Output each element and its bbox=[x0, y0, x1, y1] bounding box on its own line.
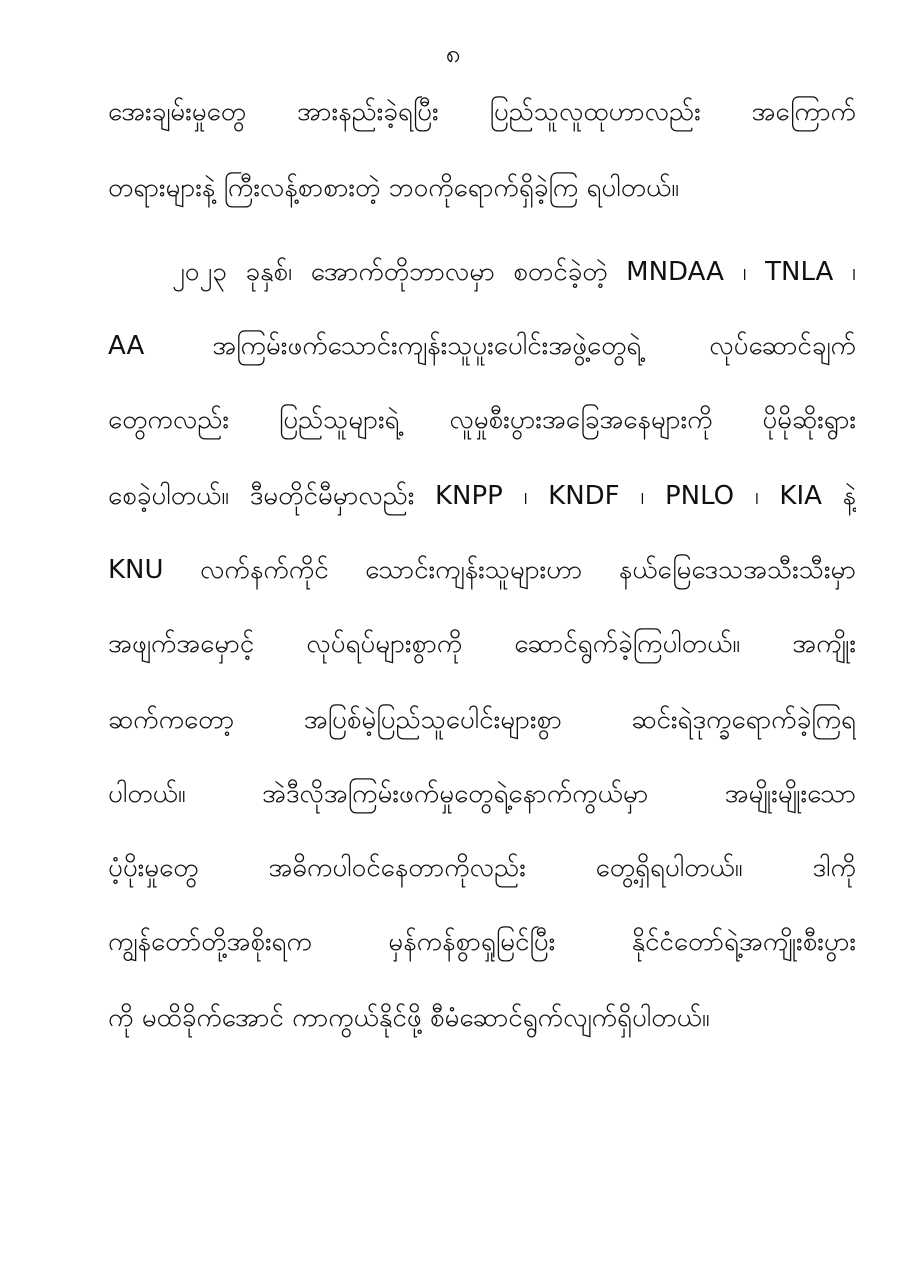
paragraph-1-line-1: အေးချမ်းမှုတွေ အားနည်းခဲ့ရပြီး ပြည်သူလူထုဟာလည်း အကြောက် bbox=[108, 97, 856, 127]
paragraph-2-line-2: AA အကြမ်းဖက်သောင်းကျန်းသူပူးပေါင်းအဖွဲ့တွေရဲ့ လုပ်ဆောင်ချက် bbox=[108, 331, 856, 361]
page-number: ၈ bbox=[445, 39, 461, 69]
paragraph-2-line-7: ဆက်ကတော့ အပြစ်မဲ့ပြည်သူပေါင်းများစွာ ဆင်းရဲဒုက္ခရောက်ခဲ့ကြရ bbox=[108, 705, 856, 735]
paragraph-2-line-8: ပါတယ်။ အဲဒီလိုအကြမ်းဖက်မှုတွေရဲ့နောက်ကွယ်မှာ အမျိုးမျိုးသော bbox=[108, 779, 856, 809]
paragraph-2-line-10: ကျွန်တော်တို့အစိုးရက မှန်ကန်စွာရှုမြင်ပြီး နိုင်ငံတော်ရဲ့အကျိုးစီးပွား bbox=[108, 927, 856, 957]
paragraph-2-line-4: စေခဲ့ပါတယ်။ ဒီမတိုင်မီမှာလည်း KNPP ၊ KNDF ၊ PNLO ၊ KIA နဲ့ bbox=[108, 481, 856, 511]
paragraph-2-line-11: ကို မထိခိုက်အောင် ကာကွယ်နိုင်ဖို့ စီမံဆောင်ရွက်လျက်ရှိပါတယ်။ bbox=[108, 1003, 710, 1033]
paragraph-1-line-2: တရားများနဲ့ ကြီးလန့်စာစားတဲ့ ဘဝကိုရောက်ရှိခဲ့ကြ ရပါတယ်။ bbox=[108, 173, 680, 203]
paragraph-2-line-9: ပံ့ပိုးမှုတွေ အဓိကပါဝင်နေတာကိုလည်း တွေ့ရှိရပါတယ်။ ဒါကို bbox=[108, 853, 856, 883]
paragraph-2-line-5: KNU လက်နက်ကိုင် သောင်းကျန်းသူများဟာ နယ်မြေဒေသအသီးသီးမှာ bbox=[108, 555, 856, 585]
paragraph-2-line-1: ၂၀၂၃ ခုနှစ်၊ အောက်တိုဘာလမှာ စတင်ခဲ့တဲ့ MNDAA ၊ TNLA ၊ bbox=[172, 257, 856, 287]
paragraph-2-line-6: အဖျက်အမှောင့် လုပ်ရပ်များစွာကို ဆောင်ရွက်ခဲ့ကြပါတယ်။ အကျိုး bbox=[108, 629, 856, 659]
paragraph-2-line-3: တွေကလည်း ပြည်သူများရဲ့ လူမှုစီးပွားအခြေအနေများကို ပိုမိုဆိုးရွား bbox=[108, 405, 856, 435]
